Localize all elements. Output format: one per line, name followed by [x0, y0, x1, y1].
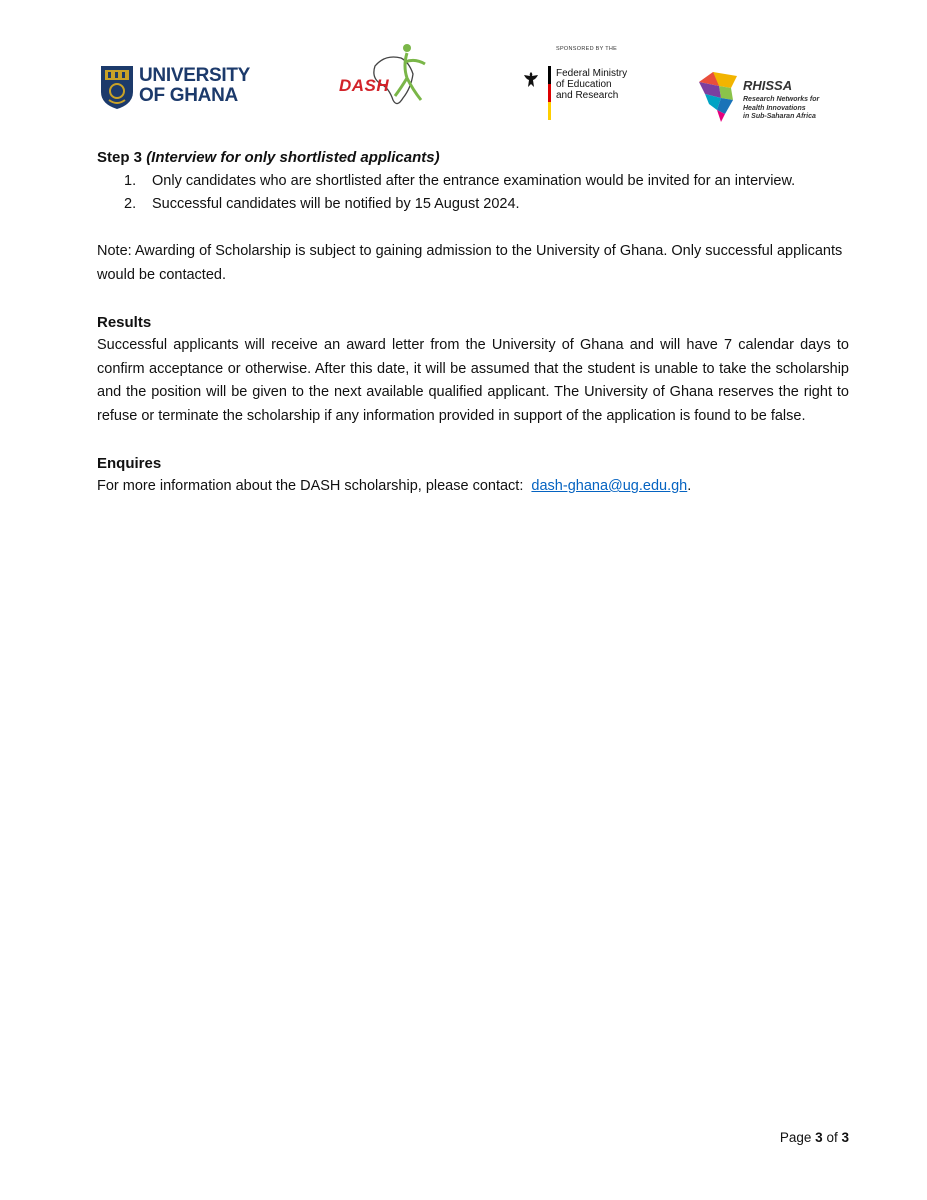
- header-logos: [0, 40, 927, 130]
- flag-stripe-icon: [548, 66, 551, 120]
- rhissa-tagline: [743, 96, 819, 122]
- results-body: Successful applicants will receive an award letter from the University of Ghana and will have 7 calendar days to confirm acceptance or otherwise. After this date, it will be assumed that the student is unable to take the scholarship and the position will be given to the next available qualified applicant. The University of Ghana reserves the right to refuse or terminate the scholarship if any information provided in support of the application is found to be false.: [97, 337, 849, 424]
- list-number: 2.: [124, 196, 137, 212]
- enquires-trail: .: [687, 478, 692, 494]
- rhissa-logo: [695, 70, 835, 126]
- enquires-body: [97, 475, 849, 499]
- list-item: [97, 170, 849, 194]
- rhissa-line2: Health Innovations: [743, 104, 806, 112]
- footer-current-page: 3: [815, 1130, 823, 1145]
- rhissa-line3: in Sub-Saharan Africa: [743, 113, 816, 120]
- page-footer: [780, 1130, 849, 1145]
- enquires-heading: Enquires: [97, 454, 162, 472]
- list-text: Successful candidates will be notified by 15 August 2024.: [152, 196, 520, 212]
- ug-crest-icon: [99, 64, 135, 110]
- bmbf-wordmark: [556, 68, 627, 101]
- list-text: Only candidates who are shortlisted after the entrance examination would be invited for an interview.: [152, 172, 796, 189]
- rhissa-africa-icon: [695, 70, 741, 124]
- rhissa-wordmark: RHISSA: [743, 78, 793, 93]
- list-number: 1.: [124, 172, 137, 189]
- dash-logo: [337, 40, 437, 112]
- rhissa-line1: Research Networks for: [743, 96, 820, 103]
- ug-wordmark: [139, 66, 250, 106]
- list-item: [97, 193, 849, 217]
- ug-line1: UNIVERSITY: [139, 65, 251, 86]
- bmbf-line1: Federal Ministry: [556, 68, 628, 79]
- footer-total-pages: 3: [841, 1130, 849, 1145]
- contact-email-link[interactable]: dash-ghana@ug.edu.gh: [531, 478, 688, 494]
- scholarship-note: Note: Awarding of Scholarship is subject to gaining admission to the University of Ghana. Only successful applicants would be contacted.: [97, 243, 843, 283]
- step3-list: [97, 170, 849, 217]
- eagle-icon: [522, 70, 540, 90]
- results-heading: Results: [97, 313, 152, 331]
- dash-wordmark: DASH: [339, 76, 390, 95]
- document-body: [97, 146, 849, 499]
- ug-line2: OF GHANA: [139, 85, 238, 106]
- footer-of-word: of: [826, 1130, 838, 1145]
- bmbf-sponsored-label: SPONSORED BY THE: [556, 46, 618, 52]
- bmbf-line3: and Research: [556, 90, 619, 101]
- university-of-ghana-logo: [99, 64, 264, 114]
- enquires-text: For more information about the DASH scholarship, please contact:: [97, 478, 524, 494]
- step3-heading: [97, 146, 849, 170]
- step3-note: (Interview for only shortlisted applicants): [146, 149, 440, 166]
- bmbf-line2: of Education: [556, 79, 612, 90]
- step3-label: Step 3: [97, 149, 143, 166]
- footer-page-word: Page: [779, 1130, 812, 1145]
- bmbf-logo: [520, 46, 660, 126]
